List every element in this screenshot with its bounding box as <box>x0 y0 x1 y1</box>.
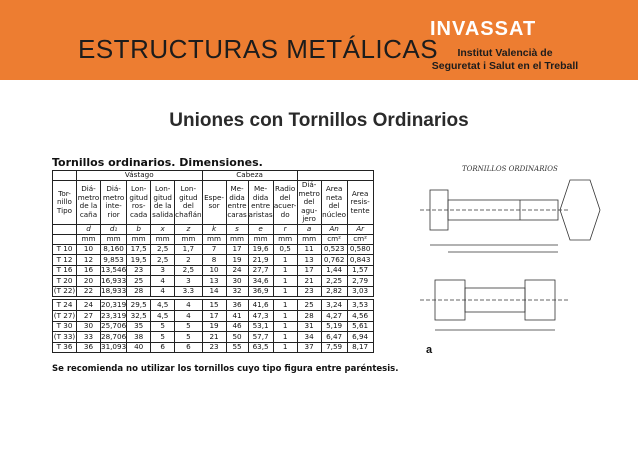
col-header: Me-dida entre aristas <box>248 181 273 225</box>
col-symbol: k <box>202 224 226 234</box>
table-cell: 17 <box>202 311 226 322</box>
empty-corner <box>53 171 77 181</box>
col-header: Lon-gitud de la salida <box>151 181 175 225</box>
table-cell: 5 <box>151 321 175 332</box>
table-cell: 5 <box>151 332 175 343</box>
table-cell: 32,5 <box>127 311 151 322</box>
table-cell: 27 <box>77 311 101 322</box>
table-cell: 1 <box>273 332 297 343</box>
table-cell: 21,9 <box>248 255 273 266</box>
col-unit: mm <box>101 234 127 244</box>
col-header: Diá-metro inte-rior <box>101 181 127 225</box>
table-cell: T 12 <box>53 255 77 266</box>
table-cell: 57,7 <box>248 332 273 343</box>
col-symbol: An <box>321 224 347 234</box>
slide-title: ESTRUCTURAS METÁLICAS <box>78 34 439 64</box>
col-symbol: Ar <box>347 224 373 234</box>
empty-group <box>297 171 373 181</box>
col-symbol: z <box>175 224 202 234</box>
table-cell: 1 <box>273 298 297 310</box>
col-unit: mm <box>226 234 248 244</box>
table-cell: 5,19 <box>321 321 347 332</box>
bolt-dimensions-table <box>52 170 374 353</box>
table-cell: 28 <box>127 286 151 298</box>
logo-line1: Institut Valencià de <box>457 47 553 59</box>
table-cell: 13 <box>297 255 321 266</box>
table-cell: 1 <box>273 311 297 322</box>
table-cell: 47,3 <box>248 311 273 322</box>
table-cell: 8,17 <box>347 342 373 353</box>
group-header-cabeza: Cabeza <box>202 171 297 181</box>
table-cell: 19 <box>202 321 226 332</box>
table-cell: 17,5 <box>127 244 151 255</box>
table-cell: 2,25 <box>321 276 347 287</box>
table-cell: 4,56 <box>347 311 373 322</box>
table-cell: 1,44 <box>321 265 347 276</box>
table-cell: 0,843 <box>347 255 373 266</box>
table-cell: 25,706 <box>101 321 127 331</box>
invassat-logo <box>430 18 580 70</box>
table-cell: 25 <box>127 276 151 287</box>
table-cell: 19,6 <box>248 244 273 255</box>
column-headers <box>53 181 374 225</box>
table-cell: 27,7 <box>248 265 273 276</box>
table-cell: T 16 <box>53 265 77 276</box>
table-cell: 16,933 <box>101 275 127 285</box>
drawing-label: TORNILLOS ORDINARIOS <box>462 165 558 173</box>
table-cell: 23 <box>127 265 151 276</box>
table-cell: 1 <box>273 342 297 353</box>
col-header: Lon-gitud ros-cada <box>127 181 151 225</box>
col-header: Diá-metro de la caña <box>77 181 101 225</box>
table-row <box>53 265 374 276</box>
table-cell: 32 <box>226 286 248 298</box>
col-unit: mm <box>297 234 321 244</box>
table-cell: T 20 <box>53 276 77 287</box>
table-body <box>53 244 374 353</box>
col-unit: mm <box>77 234 101 244</box>
table-cell: 37 <box>297 342 321 353</box>
col-symbol: e <box>248 224 273 234</box>
table-cell: 28,706 <box>101 331 127 341</box>
table-cell: 46 <box>226 321 248 332</box>
bolt-drawing <box>420 160 610 360</box>
table-cell: 30 <box>77 321 101 332</box>
table-cell: (T 33) <box>53 331 76 341</box>
col-header: Lon-gitud del chaflán <box>175 181 202 225</box>
col-symbol: a <box>297 224 321 234</box>
table-cell: 2,5 <box>151 244 175 255</box>
table-cell: 23,319 <box>101 310 127 320</box>
table-cell: 16 <box>77 265 101 276</box>
table-cell: 4 <box>175 311 202 322</box>
table-cell: 15 <box>202 298 226 310</box>
col-symbol: r <box>273 224 297 234</box>
table-cell: T 36 <box>53 342 77 353</box>
col-unit: mm <box>202 234 226 244</box>
col-unit: mm <box>175 234 202 244</box>
symbol-row <box>53 224 374 234</box>
table-cell: 28 <box>297 311 321 322</box>
table-cell: 1 <box>273 265 297 276</box>
table-cell: 3,24 <box>321 298 347 310</box>
slide-subtitle: Uniones con Tornillos Ordinarios <box>169 110 469 131</box>
table-cell: 17 <box>226 244 248 255</box>
col-header: Espe-sor <box>202 181 226 225</box>
table-row <box>53 342 374 353</box>
table-cell: T 10 <box>53 244 77 255</box>
table-cell: 19,5 <box>127 255 151 266</box>
table-cell: 34 <box>297 332 321 343</box>
col-unit: cm² <box>347 234 373 244</box>
table-cell: 33 <box>77 332 101 343</box>
table-row <box>53 311 374 322</box>
col-header: Radio del acuer-do <box>273 181 297 225</box>
col-symbol: s <box>226 224 248 234</box>
table-row <box>53 286 374 298</box>
table-cell: 8 <box>202 255 226 266</box>
table-cell: 1 <box>273 286 297 298</box>
figure-letter: a <box>426 344 433 356</box>
col-header: Diá-metro del agu-jero <box>298 180 320 223</box>
col-symbol: d₁ <box>101 224 127 234</box>
table-cell: 4,5 <box>151 298 175 310</box>
table-cell: 2,5 <box>151 255 175 266</box>
col-unit: mm <box>273 234 297 244</box>
table-cell: 9,853 <box>101 255 127 266</box>
col-unit: mm <box>127 234 151 244</box>
col-unit: cm² <box>321 234 347 244</box>
table-cell: 22 <box>77 286 101 298</box>
col-symbol: x <box>151 224 175 234</box>
table-cell: 6,94 <box>347 332 373 343</box>
table-cell: 7,59 <box>321 342 347 353</box>
table-cell: 10 <box>77 244 101 255</box>
table-cell: 5,61 <box>347 321 373 332</box>
table-cell: (T 27) <box>53 310 76 320</box>
table-cell: 6,47 <box>321 332 347 343</box>
table-cell: 40 <box>127 342 151 353</box>
table-cell: 0,580 <box>347 244 373 255</box>
table-cell: 38 <box>127 332 151 343</box>
table-cell: 36 <box>77 342 101 353</box>
table-cell: 0,5 <box>273 244 297 255</box>
table-cell: 23 <box>202 342 226 353</box>
table-row <box>53 255 374 266</box>
table-cell: 8,160 <box>101 244 127 255</box>
col-header: Area neta del núcleo <box>321 181 347 225</box>
col-header: Area resis-tente <box>347 181 373 225</box>
table-cell: 19 <box>226 255 248 266</box>
table-cell: (T 22) <box>53 286 77 298</box>
table-cell: 3 <box>151 265 175 276</box>
col-unit <box>53 234 77 244</box>
col-symbol: b <box>127 224 151 234</box>
table-cell: 2,79 <box>347 276 373 287</box>
table-cell: 1,7 <box>175 244 202 255</box>
table-cell: 1 <box>273 321 297 332</box>
table-cell: 41 <box>226 311 248 322</box>
col-symbol <box>53 224 77 234</box>
table-cell: 29,5 <box>127 298 151 310</box>
table-cell: 24 <box>77 298 101 310</box>
table-row <box>53 332 374 343</box>
table-cell: 1,57 <box>347 265 373 276</box>
table-cell: 1 <box>273 276 297 287</box>
table-cell: 3,53 <box>347 298 373 310</box>
table-cell: 34,6 <box>248 276 273 287</box>
table-cell: T 24 <box>53 298 77 310</box>
table-cell: 21 <box>202 332 226 343</box>
table-cell: 3.3 <box>175 286 202 298</box>
table-cell: 3 <box>175 276 202 287</box>
table-cell: 7 <box>202 244 226 255</box>
table-cell: 6 <box>151 342 175 353</box>
table-cell: 12 <box>77 255 101 266</box>
table-cell: 10 <box>202 265 226 276</box>
table-cell: 4,5 <box>151 311 175 322</box>
table-cell: 36,9 <box>248 286 273 298</box>
table-cell: 21 <box>297 276 321 287</box>
table-cell: 6 <box>175 342 202 353</box>
logo-line2: Seguretat i Salut en el Treball <box>431 60 579 72</box>
table-cell: 23 <box>297 286 321 298</box>
table-cell: 35 <box>127 321 151 332</box>
table-cell: 20,319 <box>101 300 127 310</box>
table-cell: 2,82 <box>321 286 347 298</box>
table-cell: 4 <box>151 286 175 298</box>
table-cell: 24 <box>226 265 248 276</box>
table-cell: 14 <box>202 286 226 298</box>
table-cell: 4 <box>151 276 175 287</box>
table-cell: 31,093 <box>101 342 127 352</box>
table-cell: 13 <box>202 276 226 287</box>
table-cell: 2,5 <box>175 265 202 276</box>
col-header: Me-dida entre caras <box>226 181 248 225</box>
table-cell: 5 <box>175 332 202 343</box>
table-cell: 31 <box>297 321 321 332</box>
table-cell: 18,933 <box>101 286 127 298</box>
col-unit: mm <box>151 234 175 244</box>
table-cell: 41,6 <box>248 298 273 310</box>
table-cell: 30 <box>226 276 248 287</box>
table-cell: 5 <box>175 321 202 332</box>
table-cell: 50 <box>226 332 248 343</box>
group-header-vastago: Vástago <box>77 171 203 181</box>
table-cell: 11 <box>297 244 321 255</box>
col-unit: mm <box>248 234 273 244</box>
table-cell: 3,03 <box>347 286 373 298</box>
table-cell: 55 <box>226 342 248 353</box>
table-cell: 63,5 <box>248 342 273 353</box>
unit-row <box>53 234 374 244</box>
table-cell: 13,546 <box>101 265 127 275</box>
logo-name: INVASSAT <box>430 18 537 40</box>
table-caption: Tornillos ordinarios. Dimensiones. <box>52 156 263 169</box>
table-cell: 2 <box>175 255 202 266</box>
table-cell: 36 <box>226 298 248 310</box>
table-footnote: Se recomienda no utilizar los tornillos cuyo tipo figura entre paréntesis. <box>52 364 399 374</box>
col-symbol: d <box>77 224 101 234</box>
table-cell: 25 <box>297 298 321 310</box>
table-cell: 20 <box>77 276 101 287</box>
table-cell: 4,27 <box>321 311 347 322</box>
table-row <box>53 298 374 310</box>
table-cell: T 30 <box>53 321 77 332</box>
table-cell: 17 <box>297 265 321 276</box>
col-header: Tor-nillo Tipo <box>53 181 77 225</box>
table-row <box>53 276 374 287</box>
table-cell: 0,523 <box>321 244 347 255</box>
table-cell: 0,762 <box>321 255 347 266</box>
table-row <box>53 321 374 332</box>
table-cell: 4 <box>175 298 202 310</box>
table-row <box>53 244 374 255</box>
table-cell: 53,1 <box>248 321 273 332</box>
table-cell: 1 <box>273 255 297 266</box>
